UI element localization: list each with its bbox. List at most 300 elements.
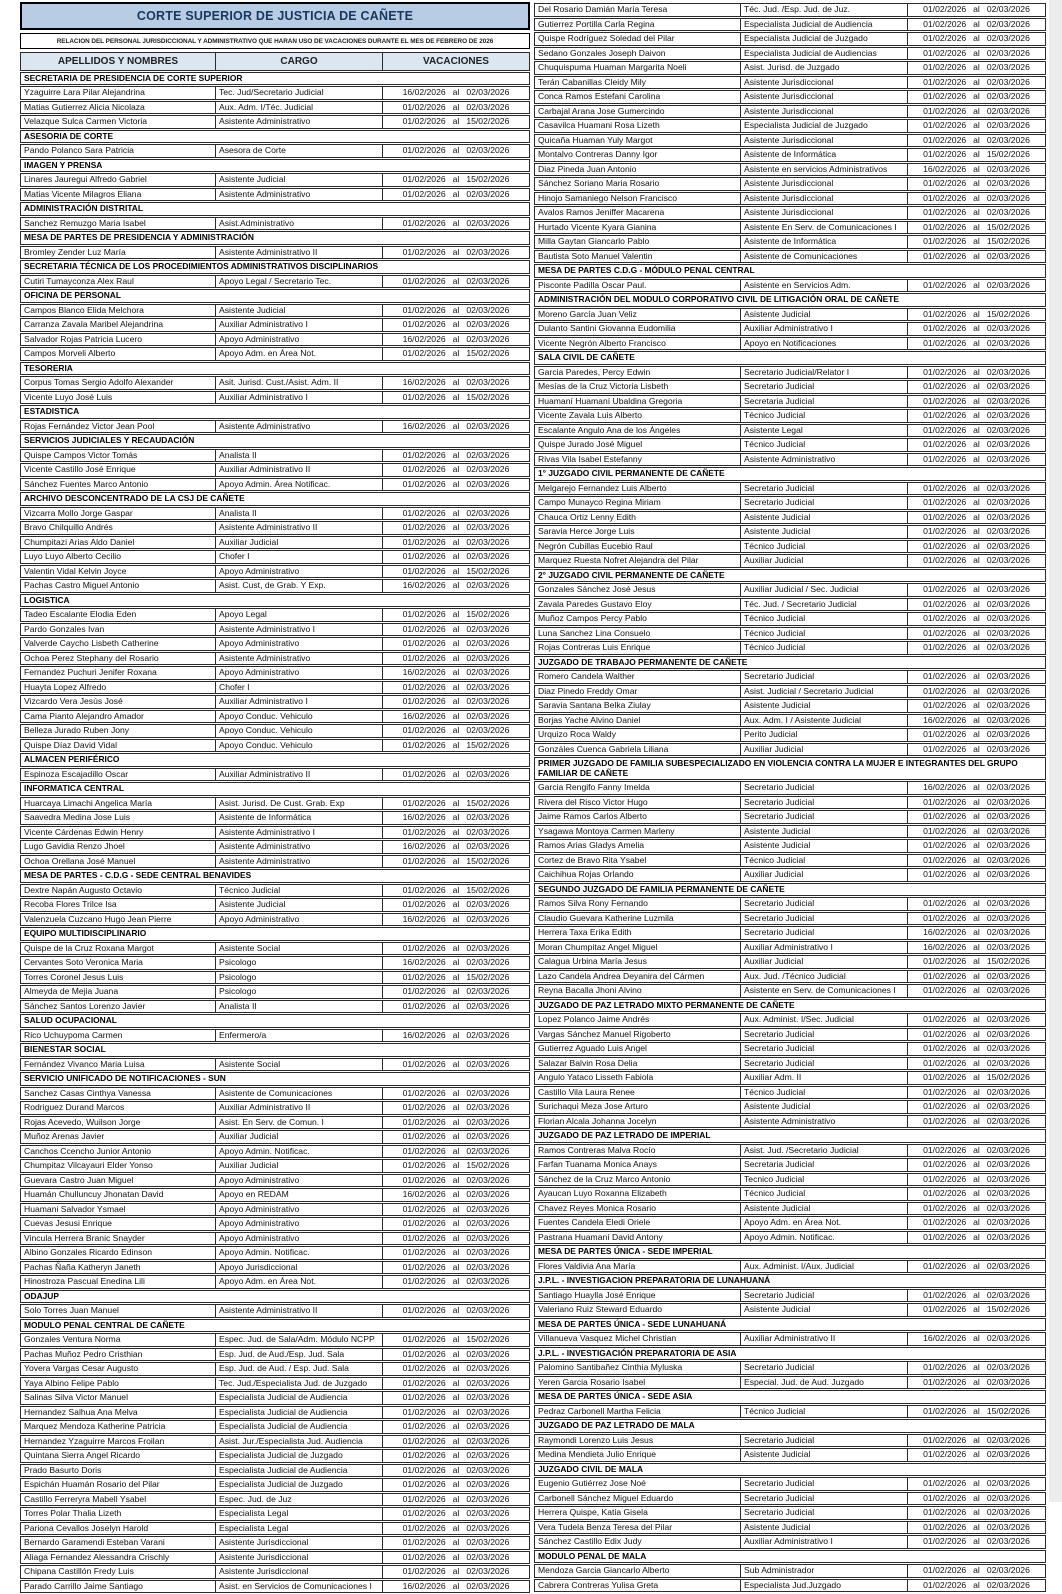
vacation-start-date: 01/02/2026: [923, 134, 967, 145]
cargo-cell: Asistente Judicial: [741, 1448, 908, 1462]
date-separator: al: [973, 1057, 980, 1068]
table-row: [534, 496, 1046, 510]
table-row: [20, 536, 530, 550]
table-row: [20, 521, 530, 535]
table-row: [20, 1333, 530, 1347]
employee-name-cell: Vicente Castillo José Enrique: [20, 463, 216, 477]
vacation-end-date: 15/02/2026: [466, 1160, 510, 1170]
vacation-dates-cell: [908, 810, 1046, 824]
table-row: [534, 1173, 1046, 1187]
vacation-dates-cell: [383, 1130, 530, 1144]
vacation-dates-cell: [908, 47, 1046, 61]
cargo-cell: Asistente Administrativo: [741, 453, 908, 467]
cargo-cell: Especialista Judicial de Juzgado: [216, 1449, 383, 1463]
date-separator: al: [973, 62, 980, 72]
vacation-start-date: 01/02/2026: [923, 1449, 967, 1459]
employee-name-cell: Raymondi Lorenzo Luis Jesus: [534, 1434, 741, 1448]
date-separator: al: [973, 1217, 980, 1227]
cargo-cell: Especialista Judicial de Juzgado: [741, 32, 908, 46]
cargo-cell: Esp. Jud. de Aud./Esp. Jud. Sala: [216, 1348, 383, 1362]
date-separator: al: [452, 1145, 460, 1156]
cargo-cell: Secretario Judicial: [741, 1361, 908, 1375]
employee-name-cell: Sánchez de la Cruz Marco Antonio: [534, 1173, 741, 1187]
cargo-cell: Téc. Jud. /Esp. Jud. de Juz.: [741, 3, 908, 17]
cargo-cell: Asistente de Informática: [741, 148, 908, 162]
table-row: [20, 1246, 530, 1260]
vacation-dates-cell: [383, 1116, 530, 1130]
vacation-dates-cell: [383, 768, 530, 782]
cargo-cell: Apoyo Administrativo: [216, 1203, 383, 1217]
cargo-cell: Especialista Judicial de Audiencia: [741, 18, 908, 32]
vacation-end-date: 02/03/2026: [466, 1392, 510, 1402]
section-header-row: [534, 1129, 1046, 1143]
vacation-end-date: 02/03/2026: [466, 188, 510, 199]
date-separator: al: [973, 4, 980, 14]
date-separator: al: [452, 1522, 460, 1533]
vacation-end-date: 02/03/2026: [466, 551, 510, 561]
vacation-start-date: 16/02/2026: [923, 1333, 967, 1343]
vacation-start-date: 01/02/2026: [402, 725, 446, 735]
vacation-dates-cell: [383, 1232, 530, 1246]
section-title: 2° JUZGADO CIVIL PERMANENTE DE CAÑETE: [534, 569, 1046, 583]
vacation-end-date: 02/03/2026: [986, 1434, 1030, 1445]
vacation-end-date: 02/03/2026: [466, 464, 510, 474]
employee-name-cell: Corpus Tomas Sergio Adolfo Alexander: [20, 376, 216, 390]
section-header-row: [534, 1463, 1046, 1477]
employee-name-cell: Marquez Mendoza Katherine Patricia: [20, 1420, 216, 1434]
vacation-dates-cell: [908, 1100, 1046, 1114]
vacation-dates-cell: [383, 681, 530, 695]
table-row: [534, 177, 1046, 191]
employee-name-cell: Albino Gonzales Ricardo Edinson: [20, 1246, 216, 1260]
vacation-dates-cell: [908, 984, 1046, 998]
employee-name-cell: Herrera Quispe, Katia Gisela: [534, 1506, 741, 1520]
employee-name-cell: Pardo Gonzales Ivan: [20, 623, 216, 637]
vacation-start-date: 01/02/2026: [923, 869, 967, 879]
employee-name-cell: Carbonell Sánchez Miguel Eduardo: [534, 1492, 741, 1506]
date-separator: al: [973, 1144, 980, 1155]
vacation-start-date: 01/02/2026: [402, 1522, 446, 1533]
vacation-end-date: 02/03/2026: [466, 1377, 510, 1388]
vacation-dates-cell: [908, 897, 1046, 911]
section-header-row: [534, 1390, 1046, 1404]
employee-name-cell: Cutiri Tumayconza Alex Raul: [20, 275, 216, 289]
vacation-start-date: 01/02/2026: [402, 1232, 446, 1243]
vacation-end-date: 02/03/2026: [986, 511, 1030, 522]
vacation-dates-cell: [383, 1391, 530, 1405]
vacation-end-date: 02/03/2026: [986, 1188, 1030, 1198]
vacation-start-date: 01/02/2026: [923, 584, 967, 594]
date-separator: al: [452, 580, 460, 590]
employee-name-cell: Saavedra Medina Jose Luis: [20, 811, 216, 825]
employee-name-cell: Quicaña Huaman Yuly Margot: [534, 134, 741, 148]
cargo-cell: Enfermero/a: [216, 1029, 383, 1043]
vacation-start-date: 16/02/2026: [923, 782, 967, 792]
employee-name-cell: Surichaqui Meza Jose Arturo: [534, 1100, 741, 1114]
vacation-start-date: 01/02/2026: [402, 1276, 446, 1286]
cargo-cell: Perito Judicial: [741, 728, 908, 742]
section-header-row: [20, 927, 530, 941]
vacation-end-date: 02/03/2026: [466, 1580, 510, 1591]
date-separator: al: [452, 246, 460, 257]
vacation-start-date: 01/02/2026: [402, 116, 446, 126]
cargo-cell: Espec. Jud. de Juz: [216, 1493, 383, 1507]
vacation-dates-cell: [908, 3, 1046, 17]
date-separator: al: [973, 366, 980, 377]
section-header-row: [534, 1347, 1046, 1361]
cargo-cell: Asistente Social: [216, 1058, 383, 1072]
vacation-end-date: 02/03/2026: [466, 217, 510, 228]
vacation-dates-cell: [908, 1202, 1046, 1216]
section-title: SECRETARIA TÉCNICA DE LOS PROCEDIMIENTOS ADMINISTRATIVOS DISCIPLINARIOS: [20, 260, 530, 274]
vacation-start-date: 01/02/2026: [402, 884, 446, 895]
cargo-cell: Apoyo Conduc. Vehiculo: [216, 724, 383, 738]
vacation-end-date: 02/03/2026: [986, 1376, 1030, 1387]
table-row: [20, 333, 530, 347]
employee-name-cell: Valentin Vidal Kelvin Joyce: [20, 565, 216, 579]
cargo-cell: Asistente Jurisdiccional: [216, 1551, 383, 1565]
table-row: [534, 839, 1046, 853]
vacation-dates-cell: [908, 32, 1046, 46]
employee-name-cell: Hinostroza Pascual Enedina Lili: [20, 1275, 216, 1289]
cargo-cell: Sub Administrador: [741, 1564, 908, 1578]
employee-name-cell: Avalos Ramos Jeniffer Macarena: [534, 206, 741, 220]
vacation-end-date: 02/03/2026: [466, 1522, 510, 1533]
cargo-cell: Secretario Judicial: [741, 1492, 908, 1506]
employee-name-cell: Villanueva Vasquez Michel Christian: [534, 1332, 741, 1346]
vacation-start-date: 01/02/2026: [923, 1202, 967, 1213]
cargo-cell: Secretaria Judicial: [741, 1158, 908, 1172]
employee-name-cell: Cortez de Bravo Rita Ysabel: [534, 854, 741, 868]
employee-name-cell: Valverde Caycho Lisbeth Catherine: [20, 637, 216, 651]
cargo-cell: Analista II: [216, 507, 383, 521]
cargo-cell: Auxiliar Judicial: [216, 1159, 383, 1173]
employee-name-cell: Rico Uchuypoma Carmen: [20, 1029, 216, 1043]
vacation-start-date: 01/02/2026: [923, 381, 967, 391]
section-header-row: [20, 869, 530, 883]
table-row: [534, 583, 1046, 597]
vacation-end-date: 02/03/2026: [986, 134, 1030, 145]
table-row: [20, 826, 530, 840]
cargo-cell: Técnico Judicial: [741, 438, 908, 452]
employee-name-cell: Diaz Pineda Juan Antonio: [534, 163, 741, 177]
section-title: PRIMER JUZGADO DE FAMILIA SUBESPECIALIZADO EN VIOLENCIA CONTRA LA MUJER E INTEGRANTES DEL GRUPO FAMILIAR DE CAÑETE: [534, 757, 1046, 780]
employee-name-cell: Espinoza Escajadillo Oscar: [20, 768, 216, 782]
employee-name-cell: Velazque Sulca Carmen Victoria: [20, 115, 216, 129]
vacation-dates-cell: [383, 1449, 530, 1463]
vacation-dates-cell: [908, 308, 1046, 322]
table-row: [534, 206, 1046, 220]
vacation-dates-cell: [908, 796, 1046, 810]
section-title: JUZGADO CIVIL DE MALA: [534, 1463, 1046, 1477]
employee-name-cell: Hinojo Samaniego Nelson Francisco: [534, 192, 741, 206]
date-separator: al: [973, 555, 980, 565]
vacation-end-date: 02/03/2026: [466, 333, 510, 344]
cargo-cell: Auxiliar Administrativo I: [216, 391, 383, 405]
vacation-end-date: 02/03/2026: [986, 105, 1030, 116]
employee-name-cell: Sánchez Fuentes Marco Antonio: [20, 478, 216, 492]
date-separator: al: [973, 898, 980, 908]
employee-name-cell: Chavez Reyes Monica Rosario: [534, 1202, 741, 1216]
employee-name-cell: Rojas Acevedo, Wuilson Jorge: [20, 1116, 216, 1130]
cargo-cell: Asistente Judicial: [741, 699, 908, 713]
vacation-start-date: 01/02/2026: [402, 1421, 446, 1431]
vacation-end-date: 02/03/2026: [466, 1363, 510, 1373]
section-title: JUZGADO DE PAZ LETRADO DE MALA: [534, 1419, 1046, 1433]
employee-name-cell: Canchos Ccencho Junior Antonio: [20, 1145, 216, 1159]
vacation-start-date: 01/02/2026: [402, 464, 446, 474]
vacation-start-date: 01/02/2026: [402, 1131, 446, 1141]
vacation-start-date: 01/02/2026: [923, 642, 967, 652]
cargo-cell: Téc. Jud. / Secretario Judicial: [741, 598, 908, 612]
vacation-end-date: 02/03/2026: [466, 1029, 510, 1040]
cargo-cell: Auxiliar Administrativo II: [216, 463, 383, 477]
vacation-start-date: 01/02/2026: [923, 497, 967, 507]
vacation-start-date: 01/02/2026: [923, 526, 967, 536]
date-separator: al: [973, 540, 980, 551]
date-separator: al: [452, 884, 460, 895]
vacation-start-date: 01/02/2026: [923, 1492, 967, 1503]
employee-name-cell: Luna Sanchez Lina Consuelo: [534, 627, 741, 641]
date-separator: al: [452, 971, 460, 982]
date-separator: al: [452, 1160, 460, 1170]
vacation-dates-cell: [908, 438, 1046, 452]
table-row: [20, 666, 530, 680]
employee-name-cell: Sánchez Santos Lorenzo Javier: [20, 1000, 216, 1014]
vacation-start-date: 01/02/2026: [923, 366, 967, 377]
vacation-start-date: 01/02/2026: [402, 942, 446, 953]
date-separator: al: [452, 1029, 460, 1040]
table-row: [20, 1130, 530, 1144]
vacation-end-date: 02/03/2026: [986, 47, 1030, 58]
vacation-dates-cell: [908, 61, 1046, 75]
employee-name-cell: Montalvo Contreras Danny Igor: [534, 148, 741, 162]
date-separator: al: [973, 381, 980, 391]
table-row: [534, 279, 1046, 293]
cargo-cell: Asistente Judicial: [216, 304, 383, 318]
date-separator: al: [452, 1566, 460, 1576]
date-separator: al: [452, 348, 460, 358]
table-row: [20, 217, 530, 231]
vacation-dates-cell: [383, 695, 530, 709]
vacation-end-date: 02/03/2026: [986, 395, 1030, 406]
cargo-cell: Asistente Legal: [741, 424, 908, 438]
vacation-start-date: 01/02/2026: [402, 652, 446, 663]
section-header-row: [20, 130, 530, 144]
section-title: JUZGADO DE PAZ LETRADO DE IMPERIAL: [534, 1129, 1046, 1143]
cargo-cell: Asistente Judicial: [741, 825, 908, 839]
vacation-end-date: 02/03/2026: [986, 700, 1030, 710]
cargo-cell: Asistente Judicial: [741, 1303, 908, 1317]
vacation-end-date: 02/03/2026: [986, 1579, 1030, 1590]
date-separator: al: [973, 613, 980, 623]
vacation-dates-cell: [383, 652, 530, 666]
date-separator: al: [452, 1392, 460, 1402]
date-separator: al: [452, 1537, 460, 1547]
vacation-start-date: 01/02/2026: [402, 1406, 446, 1417]
section-title: ALMACEN PERIFÉRICO: [20, 753, 530, 767]
table-row: [534, 984, 1046, 998]
cargo-cell: Técnico Judicial: [741, 1187, 908, 1201]
section-header-row: [534, 757, 1046, 780]
employee-name-cell: Moreno García Juan Veliz: [534, 308, 741, 322]
employee-name-cell: Ayaucan Luyo Roxanna Elizabeth: [534, 1187, 741, 1201]
vacation-end-date: 02/03/2026: [466, 1421, 510, 1431]
employee-name-cell: Valenzuela Cuzcano Hugo Jean Pierre: [20, 913, 216, 927]
employee-name-cell: Ramos Contreras Malva Rocío: [534, 1144, 741, 1158]
vacation-dates-cell: [383, 536, 530, 550]
employee-name-cell: Chipana Castillón Fredy Luis: [20, 1565, 216, 1579]
vacation-start-date: 01/02/2026: [402, 101, 446, 112]
vacation-start-date: 01/02/2026: [923, 613, 967, 623]
cargo-cell: Especialista Judicial de Audiencia: [216, 1420, 383, 1434]
date-separator: al: [452, 1087, 460, 1098]
vacation-start-date: 01/02/2026: [402, 1116, 446, 1127]
table-row: [20, 246, 530, 260]
vacation-dates-cell: [383, 1464, 530, 1478]
date-separator: al: [973, 1333, 980, 1343]
employee-name-cell: Santiago Huaylla José Enrique: [534, 1289, 741, 1303]
table-row: [534, 395, 1046, 409]
date-separator: al: [452, 957, 460, 967]
vacation-end-date: 02/03/2026: [986, 207, 1030, 217]
vacation-dates-cell: [908, 192, 1046, 206]
vacation-end-date: 15/02/2026: [466, 174, 510, 184]
table-row: [534, 409, 1046, 423]
employee-name-cell: Linares Jauregui Alfredo Gabriel: [20, 173, 216, 187]
date-separator: al: [452, 275, 460, 286]
cargo-cell: Apoyo Administrativo: [216, 1217, 383, 1231]
section-header-row: [20, 753, 530, 767]
employee-name-cell: Pachas Castro Miguel Antonio: [20, 579, 216, 593]
section-header-row: [20, 72, 530, 86]
cargo-cell: Auxiliar Judicial: [741, 955, 908, 969]
vacation-dates-cell: [908, 970, 1046, 984]
vacation-dates-cell: [383, 1420, 530, 1434]
cargo-cell: Psicologo: [216, 956, 383, 970]
vacation-start-date: 16/02/2026: [402, 580, 446, 590]
cargo-cell: Asist. En Serv. de Comun. I: [216, 1116, 383, 1130]
vacation-start-date: 01/02/2026: [923, 76, 967, 87]
vacation-start-date: 01/02/2026: [402, 1305, 446, 1315]
cargo-cell: Asistente Jurisdiccional: [741, 206, 908, 220]
table-row: [534, 525, 1046, 539]
table-row: [534, 714, 1046, 728]
vacation-end-date: 02/03/2026: [986, 613, 1030, 623]
vacation-dates-cell: [908, 670, 1046, 684]
cargo-cell: Auxiliar Judicial: [216, 536, 383, 550]
section-header-row: [534, 999, 1046, 1013]
date-separator: al: [973, 1260, 980, 1271]
vacation-end-date: 02/03/2026: [986, 453, 1030, 464]
cargo-cell: Técnico Judicial: [741, 409, 908, 423]
table-row: [20, 1522, 530, 1536]
date-separator: al: [452, 1377, 460, 1388]
employee-name-cell: Muñoz Campos Percy Pablo: [534, 612, 741, 626]
vacation-start-date: 01/02/2026: [402, 1261, 446, 1272]
vacation-dates-cell: [908, 641, 1046, 655]
vacation-start-date: 01/02/2026: [923, 308, 967, 319]
employee-name-cell: Quintana Sierra Angel Ricardo: [20, 1449, 216, 1463]
table-row: [534, 105, 1046, 119]
date-separator: al: [973, 1188, 980, 1198]
vacation-dates-cell: [383, 86, 530, 100]
vacation-start-date: 01/02/2026: [402, 1000, 446, 1011]
vacation-end-date: 02/03/2026: [466, 942, 510, 953]
vacation-start-date: 16/02/2026: [402, 333, 446, 344]
vacation-end-date: 15/02/2026: [466, 609, 510, 619]
cargo-cell: Asistente Administrativo II: [216, 1304, 383, 1318]
employee-name-cell: Huarcaya Limachi Angelica María: [20, 797, 216, 811]
vacation-end-date: 15/02/2026: [986, 1405, 1030, 1416]
date-separator: al: [452, 565, 460, 576]
employee-name-cell: Lugo Gavidia Renzo Jhoel: [20, 840, 216, 854]
section-title: MESA DE PARTES ÚNICA - SEDE LUNAHUANÁ: [534, 1318, 1046, 1332]
cargo-cell: Apoyo Administrativo: [216, 913, 383, 927]
vacation-end-date: 02/03/2026: [466, 522, 510, 532]
date-separator: al: [973, 1536, 980, 1546]
vacation-start-date: 01/02/2026: [402, 1551, 446, 1562]
vacation-end-date: 02/03/2026: [986, 729, 1030, 739]
cargo-cell: Asistente Administrativo: [216, 840, 383, 854]
table-row: [534, 1144, 1046, 1158]
table-row: [20, 681, 530, 695]
employee-name-cell: Calagua Urbina María Jesus: [534, 955, 741, 969]
table-row: [534, 854, 1046, 868]
employee-name-cell: Almeyda de Mejia Juana: [20, 985, 216, 999]
vacation-start-date: 01/02/2026: [923, 1579, 967, 1590]
date-separator: al: [452, 1479, 460, 1489]
vacation-end-date: 02/03/2026: [466, 87, 510, 97]
vacation-start-date: 01/02/2026: [402, 1058, 446, 1069]
employee-name-cell: Saravia Santana Belka Ziulay: [534, 699, 741, 713]
date-separator: al: [452, 855, 460, 866]
table-row: [20, 507, 530, 521]
cargo-cell: Asistente Judicial: [741, 1202, 908, 1216]
table-row: [20, 811, 530, 825]
date-separator: al: [973, 526, 980, 536]
vacation-start-date: 01/02/2026: [923, 1217, 967, 1227]
table-row: [534, 47, 1046, 61]
employee-name-cell: Zavala Paredes Gustavo Eloy: [534, 598, 741, 612]
vacation-dates-cell: [908, 699, 1046, 713]
table-row: [534, 897, 1046, 911]
vacation-end-date: 15/02/2026: [466, 971, 510, 982]
vacation-start-date: 01/02/2026: [402, 899, 446, 909]
vacation-end-date: 02/03/2026: [986, 1057, 1030, 1068]
employee-name-cell: Florian Alcala Johanna Jocelyn: [534, 1115, 741, 1129]
employee-name-cell: Pariona Cevallos Joselyn Harold: [20, 1522, 216, 1536]
vacation-end-date: 02/03/2026: [986, 1217, 1030, 1227]
cargo-cell: Aux. Adm. I/Téc. Judicial: [216, 101, 383, 115]
vacation-end-date: 02/03/2026: [466, 1537, 510, 1547]
vacation-dates-cell: [908, 163, 1046, 177]
vacation-end-date: 02/03/2026: [986, 642, 1030, 652]
vacation-dates-cell: [383, 1551, 530, 1565]
vacation-dates-cell: [908, 627, 1046, 641]
vacation-dates-cell: [908, 279, 1046, 293]
table-row: [534, 221, 1046, 235]
vacation-start-date: 01/02/2026: [402, 986, 446, 996]
table-row: [534, 554, 1046, 568]
cargo-cell: Apoyo Administrativo: [216, 666, 383, 680]
table-row: [20, 1449, 530, 1463]
cargo-cell: Asistente Administrativo: [216, 855, 383, 869]
vacation-dates-cell: [908, 868, 1046, 882]
cargo-cell: Asistente En Serv. de Comunicaciones I: [741, 221, 908, 235]
vacation-start-date: 01/02/2026: [923, 912, 967, 923]
vacation-end-date: 02/03/2026: [466, 319, 510, 329]
